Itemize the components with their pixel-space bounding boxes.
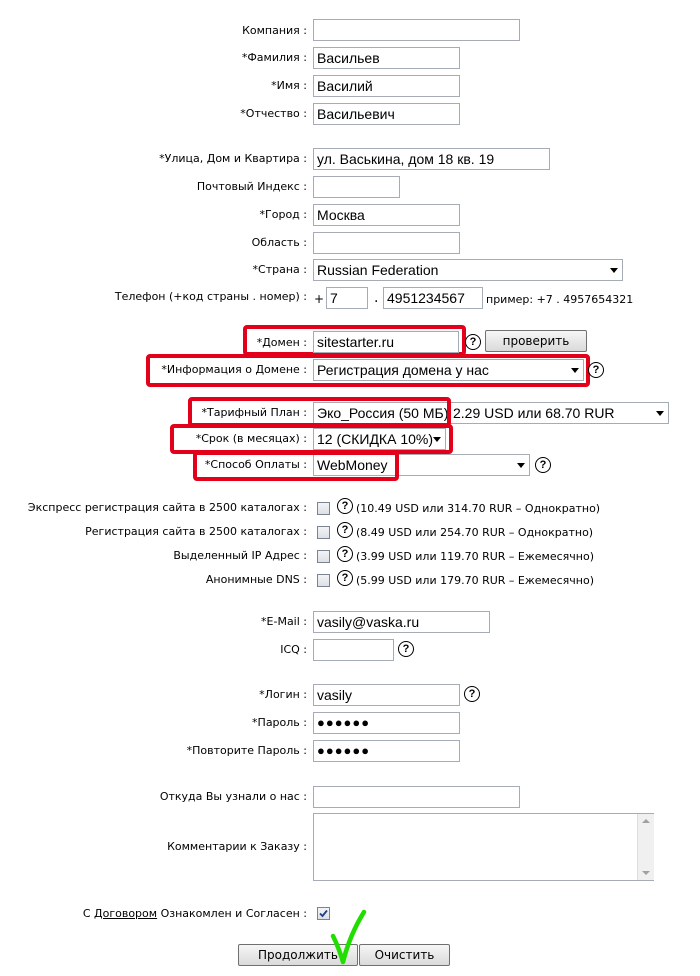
comments-textarea[interactable] (313, 813, 654, 881)
comments-label: Комментарии к Заказу : (167, 840, 307, 853)
region-input[interactable] (313, 232, 460, 254)
zip-input[interactable] (313, 176, 400, 198)
green-checkmark-icon (330, 908, 370, 968)
extra-catalog-help-icon[interactable]: ? (337, 522, 353, 538)
icq-input[interactable] (313, 639, 394, 661)
agreement-suffix: Ознакомлен и Согласен : (157, 907, 307, 920)
source-label: Откуда Вы узнали о нас : (159, 790, 307, 803)
extra-ip-help-icon[interactable]: ? (337, 546, 353, 562)
extra-catalog-checkbox[interactable] (317, 526, 330, 539)
city-input[interactable]: Москва (313, 204, 460, 226)
login-help-icon[interactable]: ? (464, 686, 480, 702)
plan-label: *Тарифный План : (201, 406, 307, 419)
street-input[interactable]: ул. Васькина, дом 18 кв. 19 (313, 148, 550, 170)
login-label: *Логин : (259, 688, 307, 701)
agreement-prefix: С (82, 907, 95, 920)
country-label: *Страна : (252, 263, 307, 276)
street-label: *Улица, Дом и Квартира : (159, 152, 307, 165)
source-input[interactable] (313, 786, 520, 808)
domain-info-label: *Информация о Домене : (161, 363, 307, 376)
phone-label: Телефон (+код страны . номер) : (114, 290, 307, 303)
payment-help-icon[interactable]: ? (535, 457, 551, 473)
scroll-down-icon[interactable] (642, 871, 650, 875)
chevron-down-icon (571, 368, 579, 373)
extra-dns-checkbox[interactable] (317, 574, 330, 587)
chevron-down-icon (610, 268, 618, 273)
company-input[interactable] (313, 19, 520, 41)
plan-price: 2.29 USD или 68.70 RUR (453, 405, 615, 421)
extra-express-help-icon[interactable]: ? (337, 498, 353, 514)
extra-dns-help-icon[interactable]: ? (337, 570, 353, 586)
scroll-up-icon[interactable] (642, 819, 650, 823)
domain-info-help-icon[interactable]: ? (588, 362, 604, 378)
extra-express-price: (10.49 USD или 314.70 RUR – Однократно) (356, 502, 601, 515)
extra-express-checkbox[interactable] (317, 502, 330, 515)
phone-plus: + (314, 292, 325, 306)
extra-ip-checkbox[interactable] (317, 550, 330, 563)
extra-catalog-price: (8.49 USD или 254.70 RUR – Однократно) (356, 526, 594, 539)
extra-ip-price: (3.99 USD или 119.70 RUR – Ежемесячно) (356, 550, 594, 563)
icq-help-icon[interactable]: ? (398, 641, 414, 657)
extra-catalog-label: Регистрация сайта в 2500 каталогах : (85, 525, 307, 538)
payment-label: *Способ Оплаты : (204, 458, 307, 471)
region-label: Область : (251, 236, 307, 249)
city-label: *Город : (259, 208, 307, 221)
term-value: 12 (СКИДКА 10%) (317, 431, 433, 447)
comments-scrollbar[interactable] (637, 814, 654, 880)
country-value: Russian Federation (317, 262, 439, 278)
login-input[interactable]: vasily (313, 684, 460, 706)
domain-info-value: Регистрация домена у нас (317, 362, 489, 378)
plan-highlight (188, 397, 451, 427)
phone-code-input[interactable]: 7 (326, 287, 368, 309)
payment-value: WebMoney (317, 457, 388, 473)
first-name-input[interactable]: Василий (313, 75, 460, 97)
first-name-label: *Имя : (271, 79, 307, 92)
icq-label: ICQ : (280, 643, 307, 656)
password-input[interactable]: ●●●●●● (313, 712, 460, 734)
phone-dot: . (374, 290, 379, 306)
plan-value: Эко_Россия (50 МБ) (317, 405, 449, 421)
email-label: *E-Mail : (261, 615, 307, 628)
patronymic-input[interactable]: Васильевич (313, 103, 460, 125)
domain-label: *Домен : (256, 336, 307, 349)
password-repeat-label: *Повторите Пароль : (186, 744, 307, 757)
continue-button[interactable]: Продолжить (238, 944, 358, 966)
extra-express-label: Экспресс регистрация сайта в 2500 каталогах : (27, 501, 307, 514)
zip-label: Почтовый Индекс : (196, 180, 307, 193)
agreement-label (83, 907, 307, 921)
term-highlight (170, 424, 453, 454)
agreement-checkbox[interactable] (317, 907, 330, 920)
email-input[interactable]: vasily@vaska.ru (313, 611, 490, 633)
check-domain-button[interactable]: проверить (485, 330, 587, 352)
password-repeat-input[interactable]: ●●●●●● (313, 740, 460, 762)
last-name-input[interactable]: Васильев (313, 47, 460, 69)
chevron-down-icon (517, 463, 525, 468)
clear-button[interactable]: Очистить (359, 944, 450, 966)
phone-number-input[interactable]: 4951234567 (383, 287, 483, 309)
password-label: *Пароль : (252, 716, 307, 729)
payment-highlight (193, 451, 399, 481)
country-select[interactable] (313, 259, 623, 281)
domain-input[interactable]: sitestarter.ru (313, 331, 459, 353)
last-name-label: *Фамилия : (241, 51, 307, 64)
checkmark-icon (318, 908, 329, 919)
domain-help-icon[interactable]: ? (465, 334, 481, 350)
phone-example: пример: +7 . 4957654321 (486, 293, 634, 306)
term-label: *Срок (в месяцах) : (195, 432, 307, 445)
extra-ip-label: Выделенный IP Адрес : (173, 549, 307, 562)
domain-info-select[interactable] (313, 359, 584, 381)
patronymic-label: *Отчество : (240, 107, 307, 120)
agreement-link[interactable]: Договором (94, 907, 158, 920)
extra-dns-label: Анонимные DNS : (205, 573, 307, 586)
extra-dns-price: (5.99 USD или 179.70 RUR – Ежемесячно) (356, 574, 594, 587)
chevron-down-icon (656, 411, 664, 416)
company-label: Компания : (242, 24, 307, 37)
